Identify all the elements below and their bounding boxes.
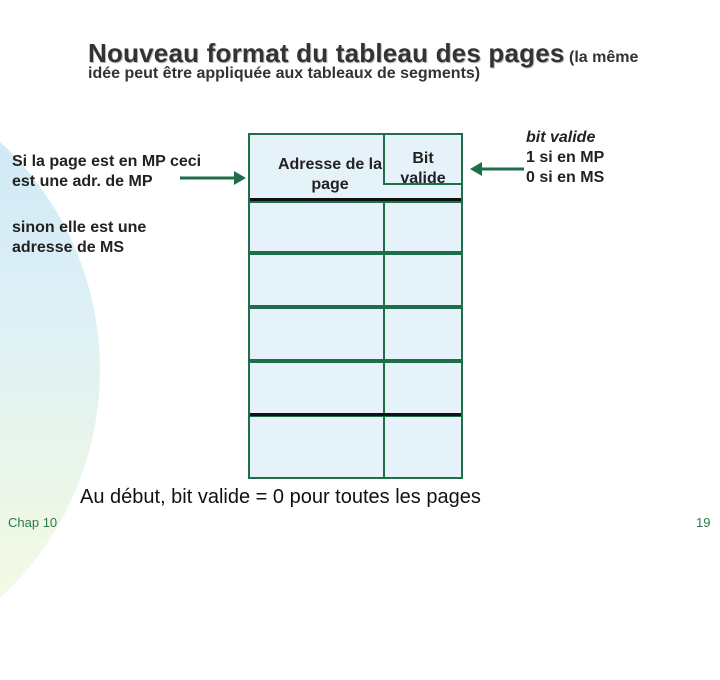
footer-chapter: Chap 10 [8,515,58,530]
else-note-line1: sinon elle est une [12,219,147,236]
table-cell [248,415,385,479]
table-cell [383,361,463,415]
table-cell [248,253,385,307]
title-aside: (la même [569,49,639,66]
title-aside-line2: idée peut être appliquée aux tableaux de segments) [88,65,481,82]
right-note [526,128,604,188]
table-cell [383,415,463,479]
left-note [12,152,201,192]
footer-page-number: 19 [696,515,711,530]
bottom-text: Au début, bit valide = 0 pour toutes les pages [80,486,481,508]
right-arrow-icon [470,161,526,177]
table-header-address [266,155,394,195]
table-header-valid-line1: Bit [412,150,434,167]
table-header-address-line1: Adresse de la [277,156,383,173]
else-note [12,218,146,258]
left-arrow-icon [180,170,248,186]
table-header-address-line2: page [311,176,349,193]
header-separator [250,198,461,201]
table-cell [248,361,385,415]
table-cell [383,307,463,361]
right-note-line3: 0 si en MS [526,169,605,186]
left-note-line1: Si la page est en MP ceci [12,153,202,170]
table-header-valid-bit [383,149,463,189]
slide-title [88,38,708,83]
table-cell [383,201,463,253]
row-separator [250,413,461,416]
table-cell [248,201,385,253]
table-cell [383,253,463,307]
title-main: Nouveau format du tableau des pages [88,38,565,68]
left-note-line2: est une adr. de MP [12,173,153,190]
table-header-valid-line2: valide [400,170,446,187]
right-note-line2: 1 si en MP [526,149,605,166]
right-note-line1: bit valide [526,129,596,146]
else-note-line2: adresse de MS [12,239,125,256]
table-cell [248,307,385,361]
